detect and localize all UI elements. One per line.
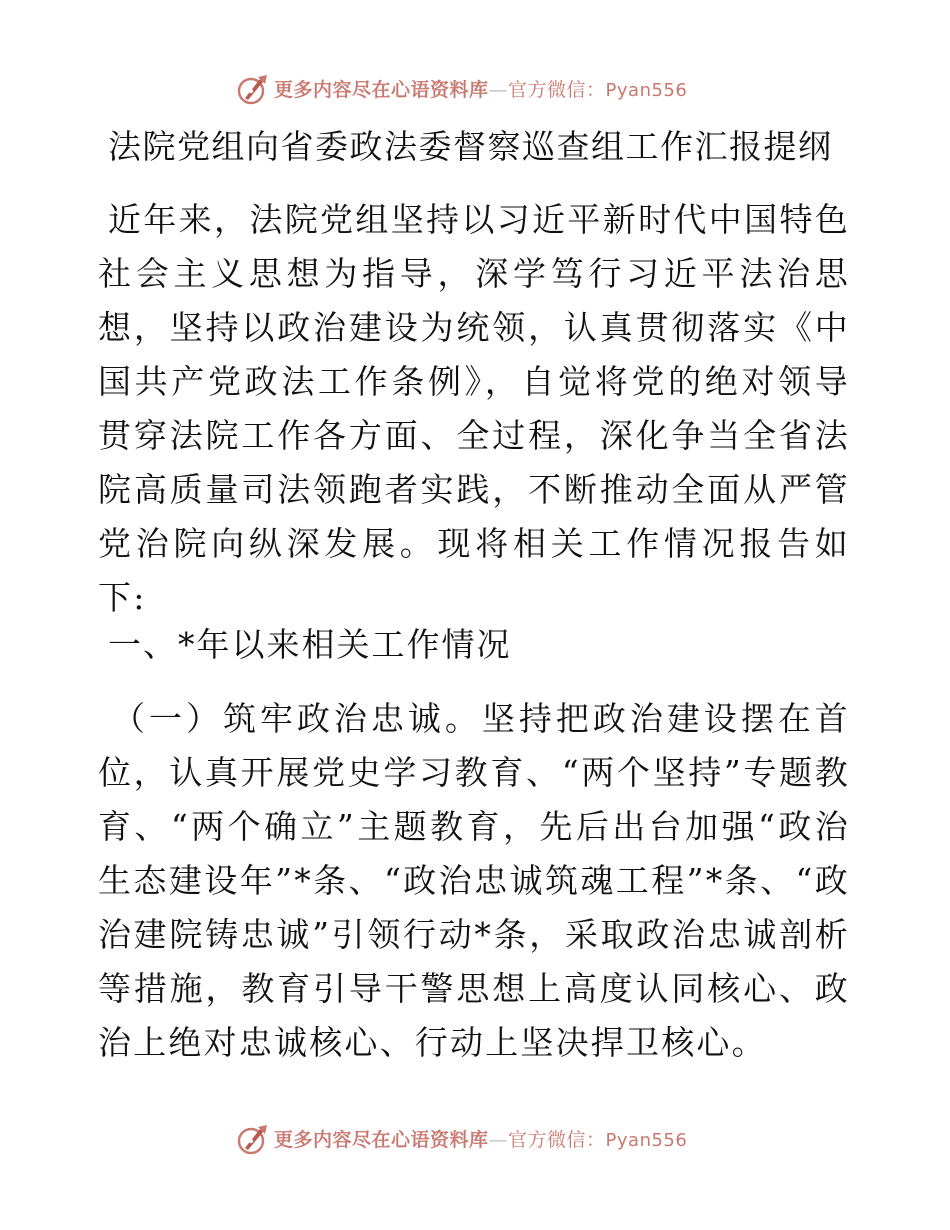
watermark-header bbox=[236, 72, 687, 108]
watermark-brand: 更多内容尽在心语资料库 bbox=[274, 78, 489, 101]
quill-pen-logo-icon bbox=[236, 73, 270, 107]
watermark-wechat-id: Pyan556 bbox=[605, 1129, 688, 1151]
watermark-text bbox=[274, 73, 687, 108]
watermark-brand: 更多内容尽在心语资料库 bbox=[274, 1128, 489, 1151]
section-1-paragraph: （一）筑牢政治忠诚。坚持把政治建设摆在首位，认真开展党史学习教育、“两个坚持”专题教育、“两个确立”主题教育，先后出台加强“政治生态建设年”*条、“政治忠诚筑魂工程”*条、“政治建院铸忠诚”引领行动*条，采取政治忠诚剖析等措施，教育引导干警思想上高度认同核心、政治上绝对忠诚核心、行动上坚决捍卫核心。 bbox=[98, 699, 850, 1062]
watermark-footer bbox=[236, 1122, 687, 1158]
watermark-text bbox=[274, 1123, 687, 1158]
quill-pen-logo-icon bbox=[236, 1123, 270, 1157]
watermark-separator: — bbox=[488, 1128, 509, 1151]
watermark-wechat-label: 官方微信： bbox=[508, 78, 606, 101]
document-title: 法院党组向省委政法委督察巡查组工作汇报提纲 bbox=[108, 127, 833, 166]
watermark-wechat-label: 官方微信： bbox=[508, 1128, 606, 1151]
watermark-separator: — bbox=[488, 78, 509, 101]
watermark-wechat-id: Pyan556 bbox=[605, 79, 688, 101]
intro-paragraph: 近年来，法院党组坚持以习近平新时代中国特色社会主义思想为指导，深学笃行习近平法治思想，坚持以政治建设为统领，认真贯彻落实《中国共产党政法工作条例》，自觉将党的绝对领导贯穿法院工作各方面、全过程，深化争当全省法院高质量司法领跑者实践，不断推动全面从严管党治院向纵深发展。现将相关工作情况报告如下: bbox=[98, 200, 850, 617]
section-heading-1: 一、*年以来相关工作情况 bbox=[108, 625, 512, 664]
